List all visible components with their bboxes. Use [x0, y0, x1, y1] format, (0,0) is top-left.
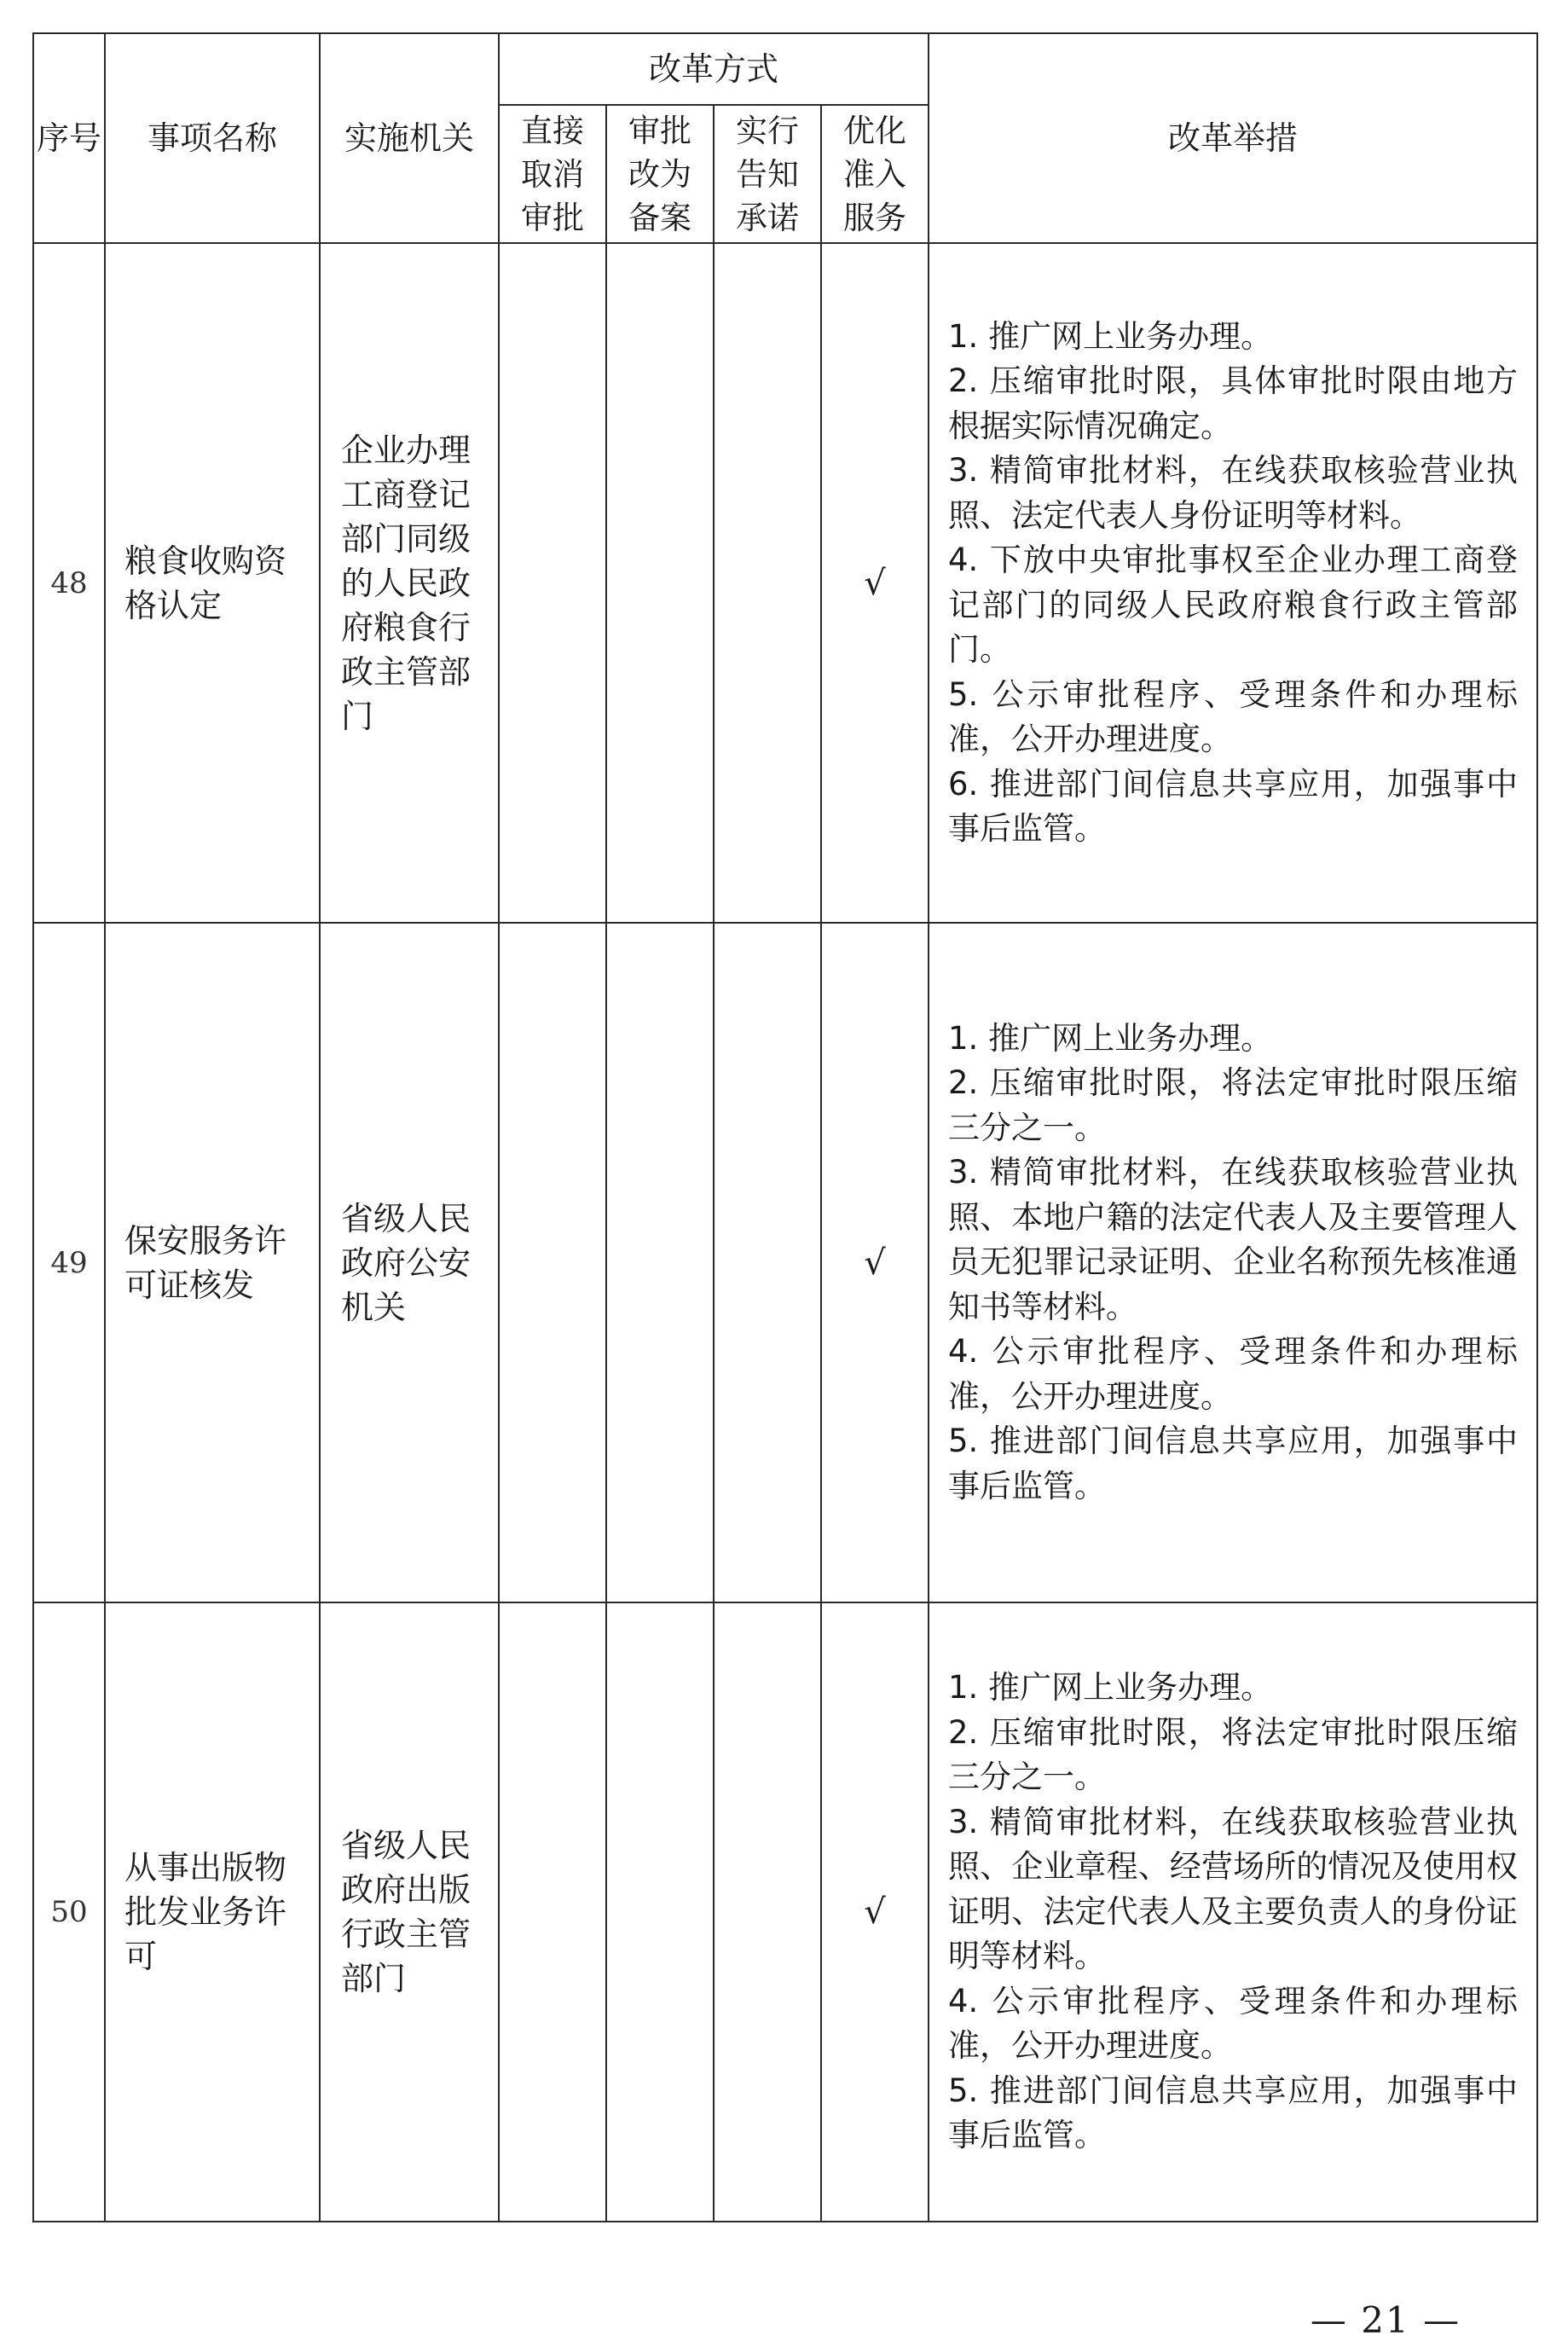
row-mode-commitment-cell	[714, 923, 821, 1602]
measure-item: 4. 公示审批程序、受理条件和办理标准，公开办理进度。	[948, 1333, 1519, 1415]
row-mode-filing-cell	[606, 243, 714, 923]
header-seq: 序号	[33, 33, 105, 243]
row-mode-filing-cell	[606, 1602, 714, 2222]
checkmark-icon: √	[821, 1602, 929, 2222]
measure-item: 3. 精简审批材料，在线获取核验营业执照、法定代表人身份证明等材料。	[948, 452, 1519, 534]
measure-item: 5. 推进部门间信息共享应用，加强事中事后监管。	[948, 2072, 1519, 2154]
measure-item: 3. 精简审批材料，在线获取核验营业执照、本地户籍的法定代表人及主要管理人员无犯罪记录证明、企业名称预先核准通知书等材料。	[948, 1154, 1519, 1325]
row-mode-cancel-cell	[499, 1602, 606, 2222]
row-mode-filing-cell	[606, 923, 714, 1602]
header-mode-cancel	[499, 105, 606, 243]
checkmark-icon: √	[821, 243, 929, 923]
measure-item: 4. 公示审批程序、受理条件和办理标准，公开办理进度。	[948, 1982, 1519, 2065]
header-mode-optimize	[821, 105, 929, 243]
table-row	[33, 1602, 1537, 2222]
row-mode-commitment-cell	[714, 1602, 821, 2222]
measure-item: 5. 公示审批程序、受理条件和办理标准，公开办理进度。	[948, 675, 1519, 757]
table-row	[33, 243, 1537, 923]
measure-item: 2. 压缩审批时限，将法定审批时限压缩三分之一。	[948, 1713, 1519, 1796]
measure-item: 2. 压缩审批时限，将法定审批时限压缩三分之一。	[948, 1064, 1519, 1146]
header-item-name: 事项名称	[105, 33, 320, 243]
row-seq: 50	[33, 1602, 105, 2222]
row-agency: 省级人民政府公安机关	[320, 923, 499, 1602]
page-number: — 21 —	[1310, 2299, 1461, 2341]
row-item-name: 粮食收购资格认定	[105, 243, 320, 923]
reform-table	[32, 32, 1538, 2222]
header-reform-mode: 改革方式	[499, 33, 929, 105]
row-mode-cancel-cell	[499, 243, 606, 923]
header-mode-filing-text: 审批改为备案	[628, 112, 691, 236]
measure-item: 1. 推广网上业务办理。	[948, 317, 1273, 355]
header-mode-filing	[606, 105, 714, 243]
header-mode-optimize-text: 优化准入服务	[843, 112, 906, 236]
measure-item: 5. 推进部门间信息共享应用，加强事中事后监管。	[948, 1423, 1519, 1504]
checkmark-icon: √	[821, 923, 929, 1602]
row-measures	[929, 243, 1537, 923]
header-mode-commitment-text: 实行告知承诺	[736, 112, 799, 236]
measure-item: 2. 压缩审批时限，具体审批时限由地方根据实际情况确定。	[948, 362, 1519, 444]
row-agency: 企业办理工商登记部门同级的人民政府粮食行政主管部门	[320, 243, 499, 923]
measure-item: 4. 下放中央审批事权至企业办理工商登记部门的同级人民政府粮食行政主管部门。	[948, 542, 1519, 668]
row-agency: 省级人民政府出版行政主管部门	[320, 1602, 499, 2222]
row-mode-cancel-cell	[499, 923, 606, 1602]
measure-item: 6. 推进部门间信息共享应用，加强事中事后监管。	[948, 765, 1519, 847]
row-measures	[929, 1602, 1537, 2222]
header-mode-commitment	[714, 105, 821, 243]
header-agency: 实施机关	[320, 33, 499, 243]
row-seq: 49	[33, 923, 105, 1602]
row-mode-commitment-cell	[714, 243, 821, 923]
row-item-name: 保安服务许可证核发	[105, 923, 320, 1602]
measure-item: 3. 精简审批材料，在线获取核验营业执照、企业章程、经营场所的情况及使用权证明、法定代表人及主要负责人的身份证明等材料。	[948, 1803, 1519, 1975]
measure-item: 1. 推广网上业务办理。	[948, 1669, 1273, 1706]
header-mode-cancel-text: 直接取消审批	[521, 112, 584, 236]
table-row	[33, 923, 1537, 1602]
row-measures	[929, 923, 1537, 1602]
header-measures: 改革举措	[929, 33, 1537, 243]
row-item-name: 从事出版物批发业务许可	[105, 1602, 320, 2222]
measure-item: 1. 推广网上业务办理。	[948, 1019, 1273, 1057]
row-seq: 48	[33, 243, 105, 923]
